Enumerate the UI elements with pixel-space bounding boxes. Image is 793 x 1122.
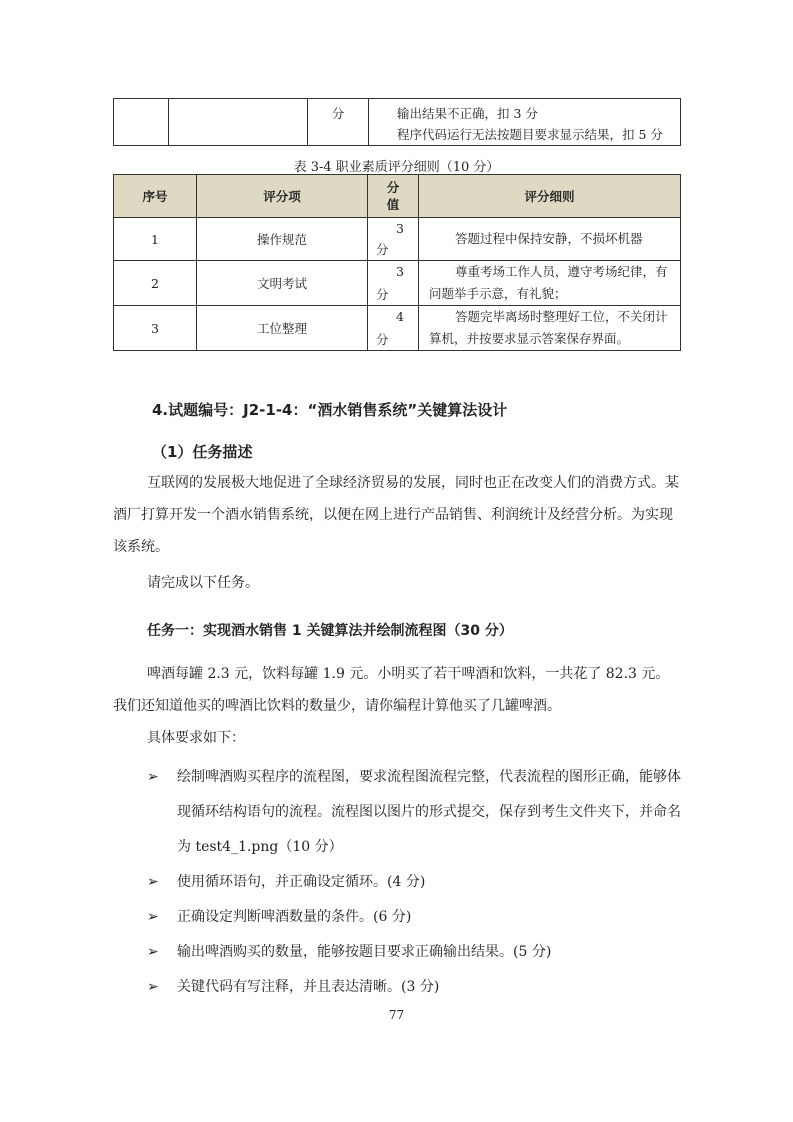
table-row: [114, 218, 681, 261]
table-caption: 表 3-4 职业素质评分细则（10 分）: [293, 160, 500, 175]
header-score: [368, 175, 419, 218]
list-item: [147, 865, 687, 900]
table-cell-score: 分: [308, 99, 369, 146]
list-item: [147, 760, 687, 865]
header-score-line2: 值: [386, 197, 400, 212]
professional-quality-table: [113, 174, 681, 351]
score-number: 3: [396, 221, 404, 236]
table-cell-detail: [369, 99, 681, 146]
requirements-list: [147, 760, 687, 1005]
list-item: [147, 900, 687, 935]
page-number: 77: [388, 1008, 405, 1022]
list-item-text: 使用循环语句，并正确设定循环。(4 分): [177, 874, 426, 890]
arrow-bullet-icon: ➢: [147, 979, 159, 995]
table-cell-empty: [114, 99, 169, 146]
score-number: 4: [396, 309, 404, 324]
table-row: [114, 306, 681, 351]
cell-score: [368, 261, 419, 306]
list-item-text: 正确设定判断啤酒数量的条件。(6 分): [177, 909, 412, 925]
score-unit: 分: [376, 332, 389, 347]
header-item: 评分项: [197, 175, 368, 218]
problem-paragraph: 啤酒每罐 2.3 元，饮料每罐 1.9 元。小明买了若干啤酒和饮料，一共花了 82.3 元。我们还知道他买的啤酒比饮料的数量少，请你编程计算他买了几罐啤酒。: [113, 666, 670, 714]
list-item-text: 关键代码有写注释，并且表达清晰。(3 分): [177, 979, 440, 995]
header-no: 序号: [114, 175, 197, 218]
score-number: 3: [396, 264, 404, 279]
please-complete-text: 请完成以下任务。: [147, 575, 259, 591]
cell-score: [368, 218, 419, 261]
table-row: [114, 261, 681, 306]
cell-detail: [419, 261, 681, 306]
cell-item: 文明考试: [197, 261, 368, 306]
list-item-text: 绘制啤酒购买程序的流程图，要求流程图流程完整，代表流程的图形正确，能够体现循环结构语句的流程。流程图以图片的形式提交，保存到考生文件夹下，并命名为 test4_1.png（10 分）: [177, 769, 681, 855]
arrow-bullet-icon: ➢: [147, 769, 159, 785]
list-item: [147, 970, 687, 1005]
subsection-title: （1）任务描述: [152, 443, 253, 461]
cell-no: 2: [114, 261, 197, 306]
score-unit: 分: [376, 242, 389, 257]
detail-line: 输出结果不正确，扣 3 分: [397, 106, 538, 121]
score-unit: 分: [376, 287, 389, 302]
arrow-bullet-icon: ➢: [147, 944, 159, 960]
arrow-bullet-icon: ➢: [147, 874, 159, 890]
cell-no: 3: [114, 306, 197, 351]
header-score-line1: 分: [386, 180, 400, 195]
cell-detail: [419, 218, 681, 261]
table-cell-empty: [169, 99, 308, 146]
table-header-row: [114, 175, 681, 218]
detail-text: 尊重考场工作人员，遵守考场纪律，有问题举手示意，有礼貌；: [429, 264, 668, 301]
task-title: 任务一：实现酒水销售 1 关键算法并绘制流程图（30 分）: [147, 623, 513, 639]
cell-detail: [419, 306, 681, 351]
detail-line: 程序代码运行无法按题目要求显示结果，扣 5 分: [397, 127, 663, 142]
list-item-text: 输出啤酒购买的数量，能够按题目要求正确输出结果。(5 分): [177, 944, 552, 960]
detail-text: 答题过程中保持安静，不损坏机器: [455, 231, 643, 246]
arrow-bullet-icon: ➢: [147, 909, 159, 925]
scoring-table-continued: [113, 98, 681, 146]
cell-item: 工位整理: [197, 306, 368, 351]
header-detail: 评分细则: [419, 175, 681, 218]
cell-score: [368, 306, 419, 351]
cell-no: 1: [114, 218, 197, 261]
table-row: [114, 99, 681, 146]
cell-item: 操作规范: [197, 218, 368, 261]
requirements-intro: 具体要求如下：: [147, 730, 245, 746]
detail-text: 答题完毕离场时整理好工位，不关闭计算机，并按要求显示答案保存界面。: [429, 309, 668, 346]
list-item: [147, 935, 687, 970]
section-title: 4.试题编号：J2-1-4：“酒水销售系统”关键算法设计: [152, 401, 508, 419]
intro-paragraph: 互联网的发展极大地促进了全球经济贸易的发展，同时也正在改变人们的消费方式。某酒厂打算开发一个酒水销售系统，以便在网上进行产品销售、利润统计及经营分析。为实现该系统。: [113, 475, 679, 555]
